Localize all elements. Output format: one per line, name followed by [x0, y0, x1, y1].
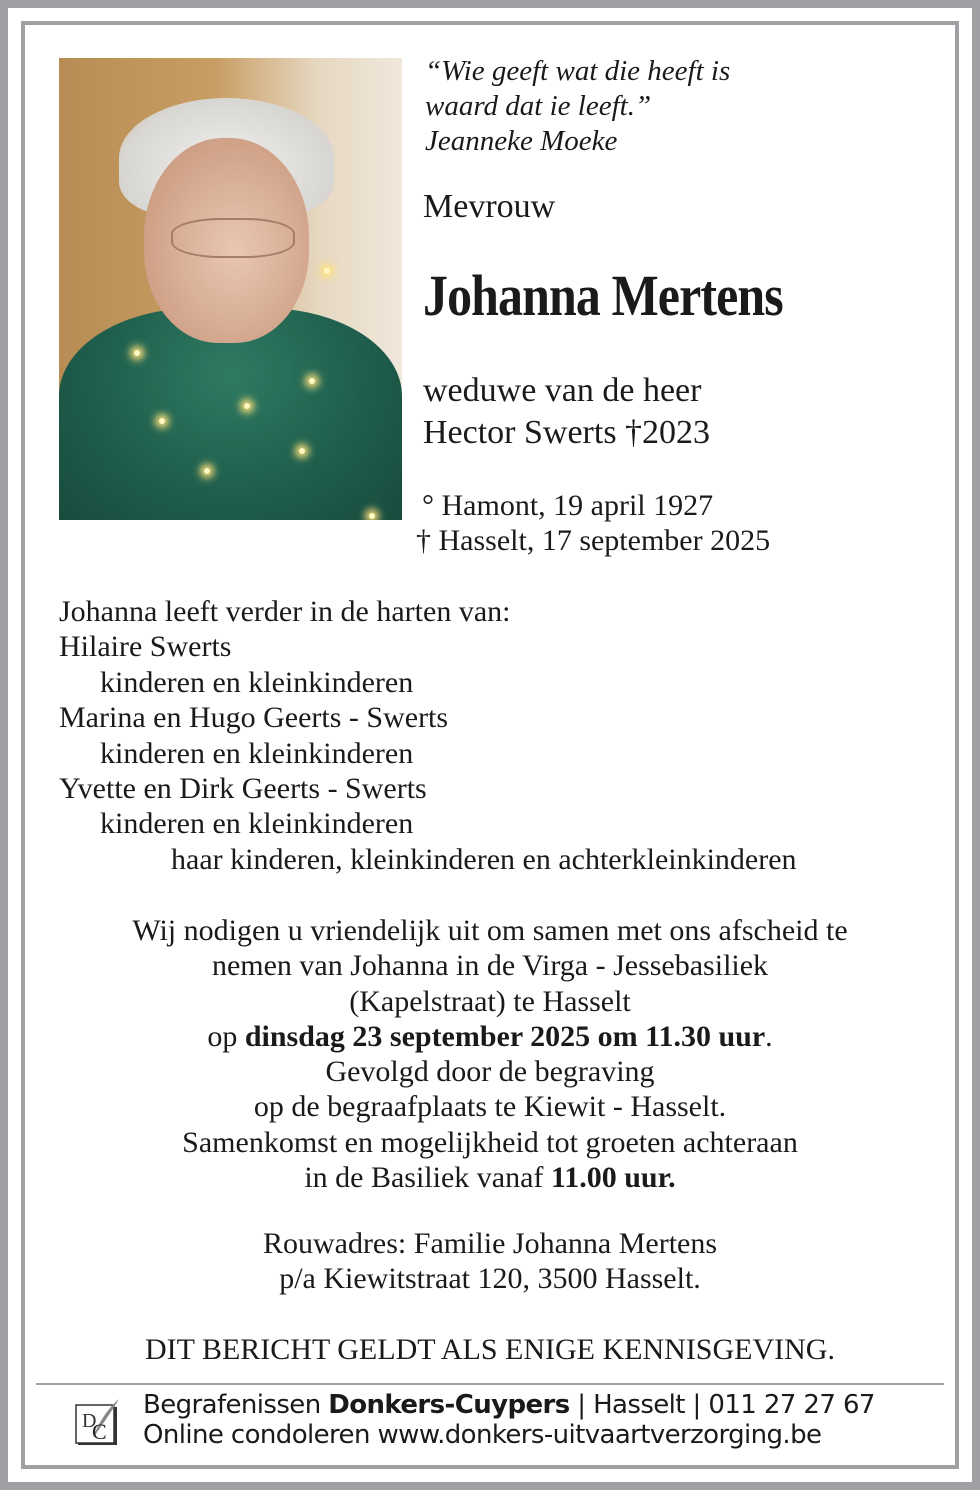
family-intro: Johanna leeft verder in de harten van: — [59, 595, 511, 628]
footer-text: Begrafenissen — [143, 1390, 329, 1420]
invite-line: Wij nodigen u vriendelijk uit om samen met ons afscheid te — [132, 914, 848, 947]
birth-date: ° Hamont, 19 april 1927 — [422, 489, 714, 522]
photo-light — [324, 268, 330, 274]
family-member: Marina en Hugo Geerts - Swerts — [59, 701, 449, 735]
funeral-home-name: Donkers-Cuypers — [328, 1390, 570, 1420]
gathering-time — [25, 1160, 955, 1195]
honorific: Mevrouw — [423, 188, 556, 225]
photo-glasses — [171, 218, 295, 258]
footer-contact: | Hasselt | 011 27 27 67 — [569, 1390, 875, 1420]
family-member: Hilaire Swerts — [59, 630, 232, 664]
photo-light — [244, 403, 250, 409]
life-dates — [416, 488, 770, 558]
family-member: haar kinderen, kleinkinderen en achterkleinkinderen — [171, 842, 797, 876]
death-date: † Hasselt, 17 september 2025 — [416, 524, 771, 557]
family-descendants: kinderen en kleinkinderen — [100, 665, 414, 699]
widow-line: weduwe van de heer — [423, 372, 702, 409]
invite-line: Samenkomst en mogelijkheid tot groeten achteraan — [182, 1125, 798, 1159]
service-date-bold: dinsdag 23 september 2025 om 11.30 uur — [244, 1019, 766, 1053]
invite-line: Gevolgd door de begraving — [325, 1055, 655, 1089]
family-list — [59, 594, 797, 877]
mourning-address — [25, 1226, 955, 1297]
photo-light — [309, 378, 315, 384]
invite-line: op de begraafplaats te Kiewit - Hasselt. — [253, 1090, 727, 1124]
spouse-name: Hector Swerts †2023 — [423, 414, 711, 451]
gathering-time-bold: 11.00 uur. — [550, 1161, 676, 1195]
funeral-home-footer — [143, 1390, 875, 1450]
photo-light — [204, 468, 210, 474]
invite-text: op — [207, 1019, 245, 1053]
svg-text:D: D — [82, 1410, 97, 1432]
invite-line: nemen van Johanna in de Virga - Jessebasiliek — [211, 949, 769, 983]
deceased-name: Johanna Mertens — [423, 263, 783, 328]
funeral-invitation — [25, 913, 955, 1195]
official-notice: DIT BERICHT GELDT ALS ENIGE KENNISGEVING. — [145, 1333, 835, 1366]
photo-light — [369, 513, 375, 519]
widow-of — [423, 370, 710, 454]
photo-light — [299, 448, 305, 454]
invite-text: . — [765, 1019, 773, 1053]
invite-text: in de Basiliek vanaf — [304, 1161, 551, 1195]
invite-line: (Kapelstraat) te Hasselt — [349, 984, 631, 1018]
family-descendants: kinderen en kleinkinderen — [100, 736, 414, 770]
funeral-home-logo — [73, 1397, 121, 1445]
quote-line: waard dat ie leeft.” — [425, 90, 652, 122]
portrait-photo — [59, 58, 402, 520]
service-datetime — [25, 1019, 955, 1054]
svg-text:C: C — [92, 1419, 107, 1444]
quote-author: Jeanneke Moeke — [425, 125, 618, 157]
photo-light — [134, 350, 140, 356]
family-descendants: kinderen en kleinkinderen — [100, 807, 414, 841]
address-line: Rouwadres: Familie Johanna Mertens — [262, 1227, 718, 1260]
address-line: p/a Kiewitstraat 120, 3500 Hasselt. — [279, 1262, 701, 1296]
condolence-website: Online condoleren www.donkers-uitvaartverzorging.be — [143, 1420, 822, 1450]
memorial-quote — [425, 54, 730, 159]
divider — [36, 1383, 944, 1385]
quote-line: “Wie geeft wat die heeft is — [425, 55, 731, 87]
family-member: Yvette en Dirk Geerts - Swerts — [59, 772, 427, 806]
funeral-home-line — [143, 1390, 875, 1420]
photo-light — [159, 418, 165, 424]
